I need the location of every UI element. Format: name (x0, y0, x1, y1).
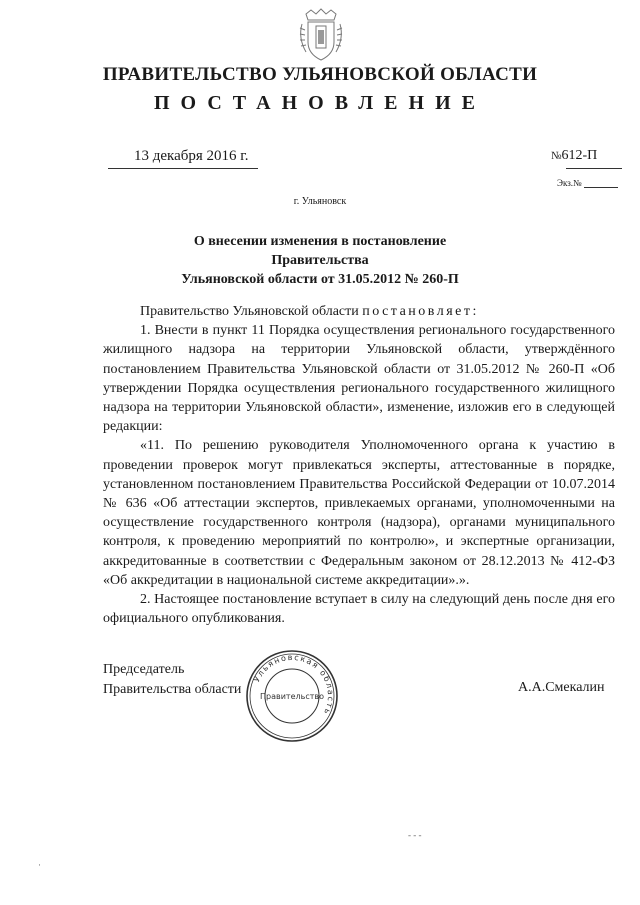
subject-line-2: Ульяновской области от 31.05.2012 № 260-П (181, 272, 459, 287)
intro-verb: постановляет: (362, 304, 479, 319)
signatory-title-line-1: Председатель (103, 662, 185, 677)
signatory-name: А.А.Смекалин (518, 680, 605, 695)
signatory-title (103, 660, 241, 700)
number-underline (566, 168, 622, 169)
signatory-title-line-2: Правительства области (103, 682, 242, 697)
seal-center-text: Правительство (260, 692, 324, 701)
scan-mark: · (38, 860, 41, 870)
document-subject (150, 232, 490, 289)
seal-ring-text: Ульяновская область (252, 652, 336, 717)
coat-of-arms-icon (296, 8, 346, 62)
city: г. Ульяновск (293, 196, 347, 207)
scan-mark: - - - (408, 830, 422, 840)
copy-blank (584, 187, 618, 188)
government-title: ПРАВИТЕЛЬСТВО УЛЬЯНОВСКОЙ ОБЛАСТИ (102, 64, 538, 85)
subject-line-1: О внесении изменения в постановление Правительства (193, 234, 447, 268)
intro-lead: Правительство Ульяновской области (140, 304, 359, 319)
number-sign: № (551, 150, 562, 162)
copy-number (557, 178, 618, 188)
official-seal-icon (244, 648, 340, 744)
date-underline (108, 168, 258, 169)
paragraph-1: 1. Внести в пункт 11 Порядка осуществления регионального государственного жилищного надзора на территории Ульяновской области, утверждённого постановлением Правительства Ульяновской области от 31.05.2012 № 260-П «Об утверждении Порядка осуществления регионального государственного жилищного надзора на территории Ульяновской области», изменение, изложив его в следующей редакции: (103, 323, 615, 435)
number-value: 612-П (561, 148, 598, 163)
document-body (103, 302, 615, 628)
document-type: ПОСТАНОВЛЕНИЕ (154, 92, 486, 114)
intro-paragraph (103, 302, 615, 321)
copy-label: Экз.№ (557, 178, 582, 188)
paragraph-3: 2. Настоящее постановление вступает в силу на следующий день после дня его официального опубликования. (103, 592, 615, 627)
document-date: 13 декабря 2016 г. (134, 148, 249, 164)
document-number (551, 148, 597, 164)
paragraph-2: «11. По решению руководителя Уполномоченного органа к участию в проведении проверок могут привлекаться эксперты, аттестованные в порядке, установленном постановлением Правительства Российской Федерации от 10.07.2014 № 636 «Об аттестации экспертов, привлекаемых органами, уполномоченными на осуществление государственного контроля (надзора), органами муниципального контроля, к проведению мероприятий по контролю», и экспертные организации, аккредитованные в соответствии с Федеральным законом от 28.12.2013 № 412-ФЗ «Об аккредитации в национальной системе аккредитации».». (103, 438, 615, 588)
